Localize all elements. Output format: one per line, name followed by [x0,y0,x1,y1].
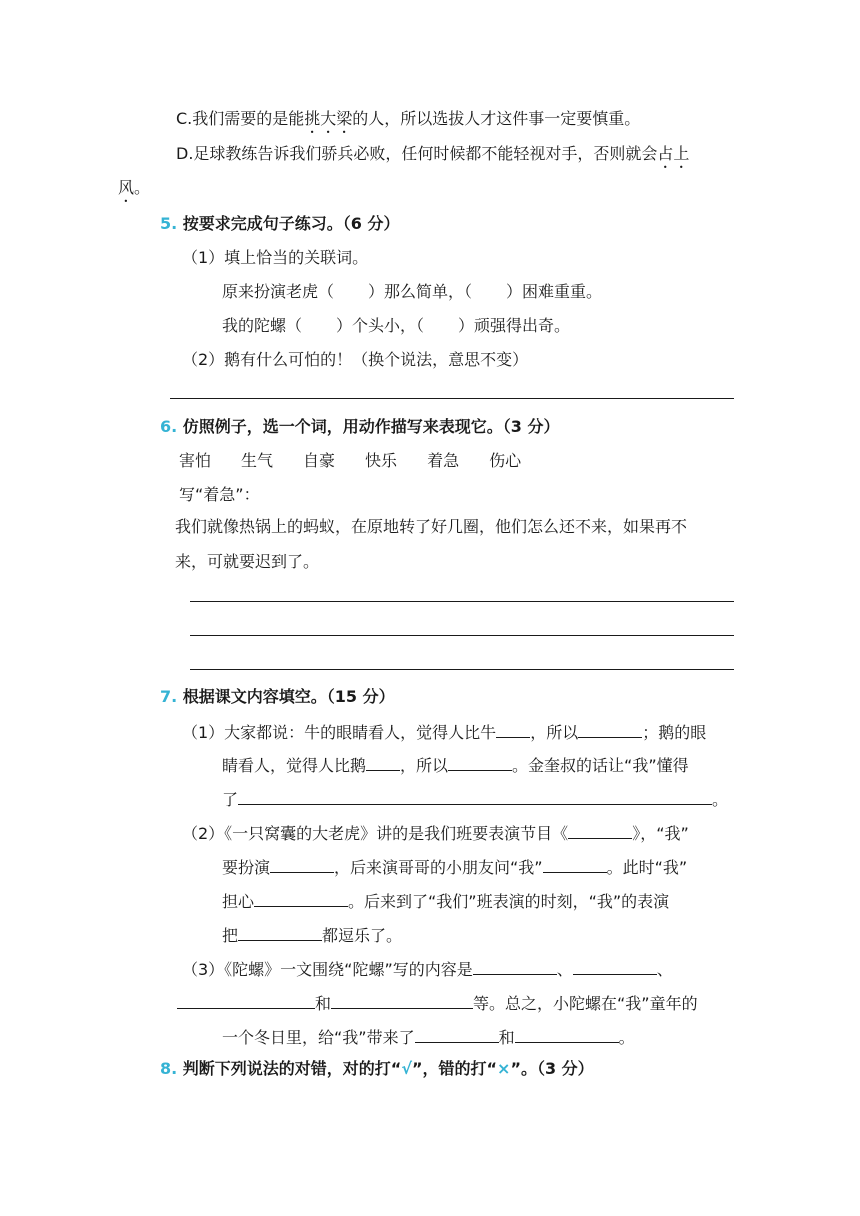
text: 要扮演 [222,858,271,877]
text: 都逗乐了。 [322,926,403,945]
fill-blank[interactable] [254,889,348,907]
text: 一个冬日里，给“我”带来了 [222,1028,415,1047]
fill-blank[interactable] [573,957,657,975]
fill-blank[interactable] [496,720,530,738]
text: 把 [222,926,239,945]
text: ，所以 [400,756,449,775]
question-text: 根据课文内容填空。（15 分） [182,687,395,706]
answer-line[interactable] [190,635,734,636]
check-mark-icon: √ [401,1059,412,1078]
option-c-emphasis: 挑大梁 [304,109,353,128]
question-text: ”。（3 分） [510,1059,594,1078]
text: ；鹅的眼 [642,723,707,742]
option-d-cont [118,177,150,206]
text: 我的陀螺（ [222,316,303,335]
option-d-emphasis: 占上 [657,144,690,163]
text: ）个头小，（ [336,316,425,335]
text: 。此时“我” [606,858,688,877]
answer-line[interactable] [170,398,734,399]
q7-part2-line3 [222,889,669,913]
question-text: 判断下列说法的对错，对的打“ [182,1059,402,1078]
q7-part2-line2 [222,855,687,879]
question-text: ”，错的打“ [412,1059,498,1078]
question-7-title [160,686,395,708]
q5-sentence-1 [222,281,602,303]
example-line-1: 我们就像热锅上的蚂蚁，在原地转了好几圈，他们怎么还不来，如果再不 [175,517,688,536]
answer-line[interactable] [190,669,734,670]
text: ）困难重重。 [506,282,603,301]
option-c-text: C.我们需要的是能 [176,109,305,128]
q5-sentence-2 [222,315,570,337]
fill-blank[interactable] [448,753,512,771]
text: 担心 [222,892,255,911]
word-option[interactable]: 快乐 [365,451,398,470]
q7-part1-line1 [182,720,706,744]
fill-blank[interactable] [568,821,632,839]
option-d-text: D.足球教练告诉我们骄兵必败，任何时候都不能轻视对手，否则就会 [176,144,658,163]
text: 和 [315,994,332,1013]
question-8-title [160,1058,594,1080]
text: 。金奎叔的话让“我”懂得 [512,756,689,775]
text: 。 [618,1028,635,1047]
q7-part1-line3 [222,787,728,811]
text: 、 [656,960,673,979]
q5-part1-label: （1）填上恰当的关联词。 [182,248,369,267]
fill-blank[interactable] [515,1025,619,1043]
text: 原来扮演老虎（ [222,282,335,301]
option-c-text-end: 的人，所以选拔人才这件事一定要慎重。 [352,109,641,128]
text: ，所以 [530,723,579,742]
fill-blank[interactable] [177,991,315,1009]
word-option[interactable]: 自豪 [303,451,336,470]
text: 》，“我” [632,824,689,843]
answer-line[interactable] [190,601,734,602]
question-5-title [160,213,400,235]
cross-mark-icon: × [497,1059,511,1078]
question-number: 5. [160,214,178,233]
text: 和 [498,1028,515,1047]
question-6-title [160,416,560,438]
text: （3）《陀螺》一文围绕“陀螺”写的内容是 [182,960,473,979]
word-option[interactable]: 害怕 [179,451,212,470]
option-c [176,108,640,137]
fill-blank[interactable] [238,923,322,941]
q5-part2-label: （2）鹅有什么可怕的！（换个说法，意思不变） [182,350,529,369]
question-text: 按要求完成句子练习。（6 分） [182,214,400,233]
fill-blank[interactable] [331,991,473,1009]
text: 等。总之，小陀螺在“我”童年的 [473,994,698,1013]
word-option[interactable]: 生气 [241,451,274,470]
fill-blank[interactable] [415,1025,499,1043]
example-label: 写“着急”： [179,485,260,504]
example-line-2: 来，可就要迟到了。 [175,552,320,571]
text: 睛看人，觉得人比鹅 [222,756,367,775]
fill-blank[interactable] [543,855,607,873]
text: 。 [712,790,729,809]
word-option[interactable]: 着急 [427,451,460,470]
fill-blank[interactable] [238,787,712,805]
fill-blank[interactable] [473,957,557,975]
fill-blank[interactable] [366,753,400,771]
q7-part3-line3 [222,1025,635,1049]
question-number: 7. [160,687,178,706]
text: （1）大家都说：牛的眼睛看人，觉得人比牛 [182,723,497,742]
q7-part2-line4 [222,923,402,947]
fill-blank[interactable] [270,855,334,873]
option-d-emphasis-2: 风 [118,178,135,197]
q7-part1-line2 [222,753,689,777]
text: ）顽强得出奇。 [458,316,571,335]
text: 、 [556,960,573,979]
q7-part3-line2 [177,991,698,1015]
fill-blank[interactable] [578,720,642,738]
word-list [179,450,551,472]
word-option[interactable]: 伤心 [489,451,522,470]
text: 了 [222,790,239,809]
text: ，后来演哥哥的小朋友问“我” [334,858,543,877]
option-d-end: 。 [134,178,151,197]
q7-part2-line1 [182,821,689,845]
q7-part3-line1 [182,957,673,981]
option-d [176,143,689,172]
question-number: 8. [160,1059,178,1078]
question-text: 仿照例子，选一个词，用动作描写来表现它。（3 分） [182,417,560,436]
text: ）那么简单，（ [368,282,473,301]
text: 。后来到了“我们”班表演的时刻，“我”的表演 [348,892,670,911]
text: （2）《一只窝囊的大老虎》讲的是我们班要表演节目《 [182,824,569,843]
question-number: 6. [160,417,178,436]
